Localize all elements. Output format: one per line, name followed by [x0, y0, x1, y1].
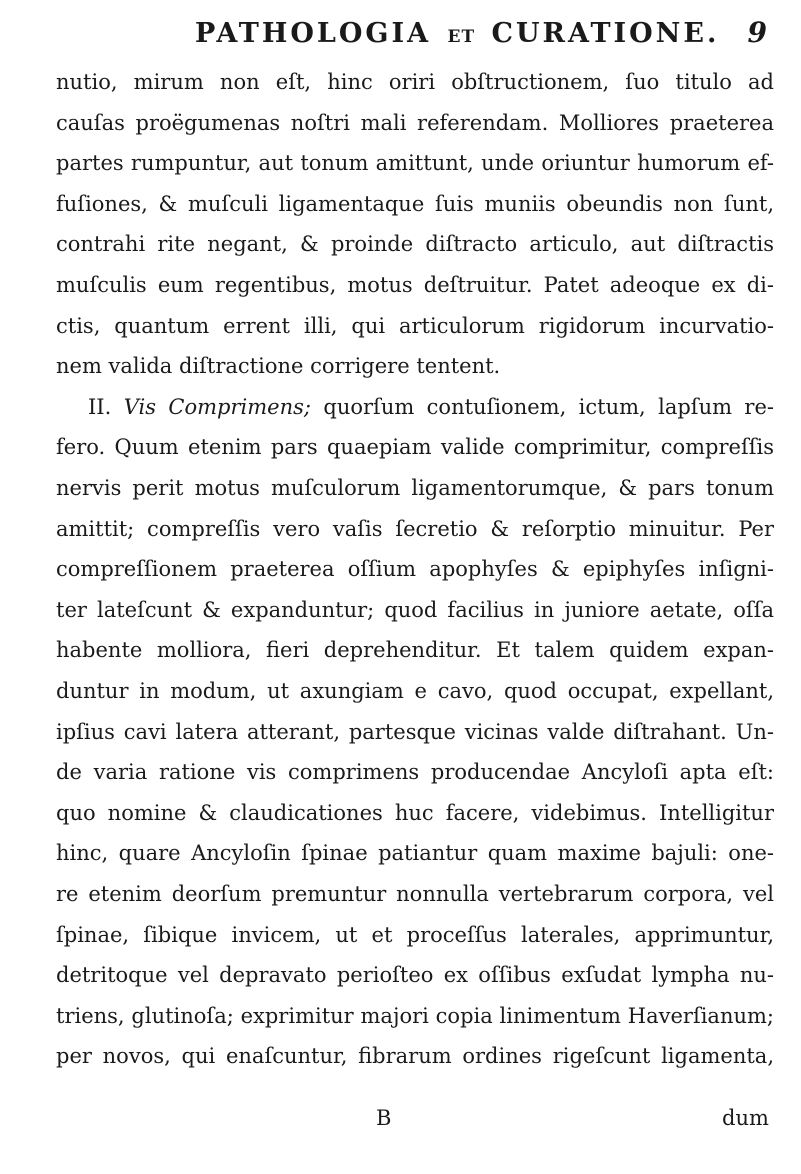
running-head — [195, 18, 755, 58]
text-line — [56, 346, 500, 386]
running-head-left: PATHOLOGIA — [195, 18, 432, 49]
line-text: triens, glutinoſa; exprimitur majori copia linimentum Haverſianum; — [56, 1003, 774, 1028]
text-line — [56, 143, 774, 183]
line-text: ſpinae, ſibique invicem, ut et proceſſus laterales, apprimuntur, — [56, 922, 774, 947]
text-line — [56, 874, 774, 914]
text-line — [56, 915, 774, 955]
signature-mark: B — [376, 1106, 392, 1130]
text-line — [88, 387, 774, 427]
line-text: cauſas proëgumenas noſtri mali referendam. Molliores praeterea — [56, 110, 774, 135]
text-line — [56, 468, 774, 508]
text-line — [56, 427, 774, 467]
line-text: quorſum contuſionem, ictum, lapſum re- — [310, 394, 774, 419]
line-text: fuſiones, & muſculi ligamentaque ſuis muniis obeundis non ſunt, — [56, 191, 774, 216]
text-line — [56, 712, 774, 752]
text-line — [56, 549, 774, 589]
line-text: contrahi rite negant, & proinde diſtracto articulo, aut diſtractis — [56, 232, 774, 257]
text-line — [56, 752, 774, 792]
line-text: fero. Quum etenim pars quaepiam valide comprimitur, compreſſis — [56, 435, 774, 460]
text-line — [56, 793, 774, 833]
text-line — [56, 1036, 774, 1076]
text-line — [56, 833, 774, 873]
line-text: partes rumpuntur, aut tonum amittunt, unde oriuntur humorum ef- — [56, 151, 774, 176]
page-number: 9 — [747, 16, 767, 49]
section-number: II. — [88, 394, 124, 419]
line-text: muſculis eum regentibus, motus deſtruitur. Patet adeoque ex di- — [56, 273, 774, 297]
text-line — [56, 509, 774, 549]
line-text: re etenim deorſum premuntur nonnulla vertebrarum corpora, vel — [56, 882, 774, 906]
line-text: amittit; compreſſis vero vaſis ſecretio & reſorptio minuitur. Per — [56, 516, 774, 541]
text-line — [56, 184, 774, 224]
line-text: nervis perit motus muſculorum ligamentorumque, & pars tonum — [56, 476, 774, 500]
text-line — [56, 306, 774, 346]
line-text: habente molliora, fieri deprehenditur. Et talem quidem expan- — [56, 638, 774, 663]
section-heading: Vis Comprimens; — [123, 394, 311, 419]
line-text: ipſius cavi latera atterant, partesque vicinas valde diſtrahant. Un- — [56, 719, 774, 744]
running-head-et: ET — [447, 27, 476, 47]
text-line — [56, 630, 774, 670]
text-line — [56, 224, 774, 264]
catchword: dum — [722, 1106, 769, 1130]
text-line — [56, 103, 774, 143]
line-text: compreſſionem praeterea oſſium apophyſes & epiphyſes inſigni- — [56, 557, 774, 582]
text-line — [56, 62, 774, 102]
text-line — [56, 671, 774, 711]
line-text: ter lateſcunt & expanduntur; quod facilius in juniore aetate, oſſa — [56, 597, 774, 622]
line-text: quo nomine & claudicationes huc facere, videbimus. Intelligitur — [56, 800, 774, 825]
line-text: nem valida diſtractione corrigere tentent. — [56, 354, 501, 379]
page-footer — [0, 1106, 801, 1146]
line-text: nutio, mirum non eſt, hinc oriri obſtructionem, ſuo titulo ad — [56, 70, 774, 94]
line-text: duntur in modum, ut axungiam e cavo, quod occupat, expellant, — [56, 679, 774, 703]
line-text: de varia ratione vis comprimens producendae Ancyloſi apta eſt: — [56, 760, 774, 785]
text-line — [56, 955, 774, 995]
text-line — [56, 265, 774, 305]
text-line — [56, 590, 774, 630]
line-text: ctis, quantum errent illi, qui articulorum rigidorum incurvatio- — [56, 313, 774, 338]
running-head-right: CURATIONE. — [491, 18, 720, 49]
line-text: per novos, qui enaſcuntur, fibrarum ordines rigeſcunt ligamenta, — [56, 1044, 774, 1069]
text-line — [56, 996, 774, 1036]
line-text: hinc, quare Ancyloſin ſpinae patiantur quam maxime bajuli: one- — [56, 841, 774, 866]
line-text: detritoque vel depravato perioſteo ex oſſibus exſudat lympha nu- — [56, 963, 774, 988]
